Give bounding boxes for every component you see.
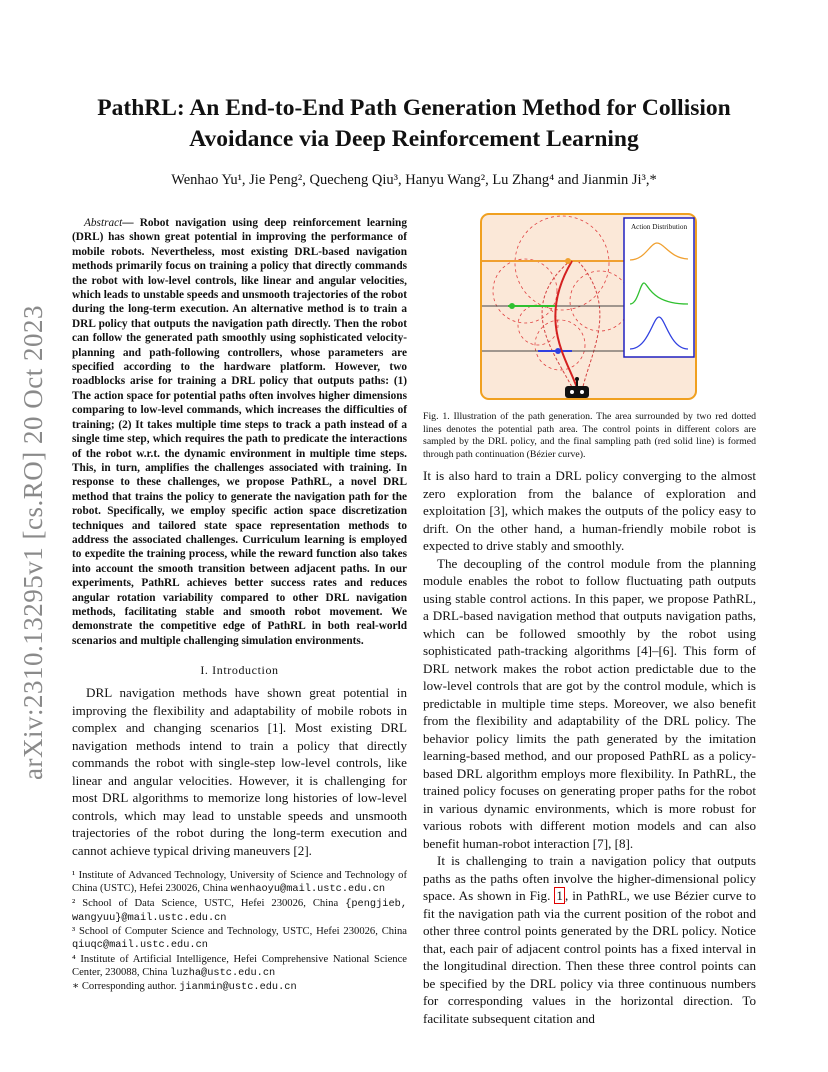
arxiv-identifier: arXiv:2310.13295v1 [cs.RO] 20 Oct 2023 <box>18 305 48 780</box>
figure-reference-link[interactable]: 1 <box>556 888 563 903</box>
right-paragraph-1: It is also hard to train a DRL policy converging to the almost zero exploration from the balance of exploration and exploitation [3], which makes the outputs of the policy easy to drift. On the other hand, a human-friendly mobile robot is expected to drive stably and smoothly. <box>423 468 756 553</box>
footnote-2-email[interactable]: {pengjieb, wangyuu}@mail.ustc.edu.cn <box>72 897 407 924</box>
footnote-5: ∗ Corresponding author. jianmin@ustc.edu.cn <box>72 981 297 994</box>
introduction-paragraph: DRL navigation methods have shown great potential in improving the flexibility and adaptability of mobile robots in complex and changing scenarios [1]. Most existing DRL navigation methods intend to train a policy that directly commands the robot with single-step low-level controls, like linear and angular velocities. However, it is challenging for most DRL algorithms to memorize long histories of low-level controls, which may lead to unstable speeds and unsmooth trajectories of the robot during the long-term execution and cannot achieve typical driving maneuvers [2]. <box>72 685 407 858</box>
footnote-3: ³ School of Computer Science and Technology, USTC, Hefei 230026, China qiuqc@mail.ustc.edu.cn <box>72 926 407 952</box>
paper-authors: Wenhao Yu¹, Jie Peng², Quecheng Qiu³, Hanyu Wang², Lu Zhang⁴ and Jianmin Ji³,* <box>171 172 657 188</box>
abstract-label: Abstract <box>84 217 123 229</box>
legend-title: Action Distribution <box>630 223 688 231</box>
control-point-orange <box>565 258 571 264</box>
section-heading-introduction: I. Introduction <box>200 663 279 678</box>
figure-path-generation <box>480 213 697 400</box>
right-paragraph-2: The decoupling of the control module from the planning module enables the robot to follow fluctuating path outputs using stable control actions. In this paper, we propose PathRL, a DRL-based navigation method that outputs navigation paths, which can be followed smoothly by the robot using sophisticated path-tracking algorithms [4]–[6]. This form of DRL network makes the robot action predictable due to the low-level controls that are got by the control module, which is predictable in multiple time steps. Moreover, we also benefit from the flexibility and adaptability of the DRL policy. The behavior policy limits the path generated by the imitation learning-based method, and our proposed PathRL as a policy-based DRL algorithm employs more flexibility. In PathRL, the trained policy focuses on generating proper paths for the robot in various dynamic environments, which is more robust for various robots with different motion models and can also benefit human-robot interaction [7], [8]. <box>423 555 756 851</box>
footnote-4: ⁴ Institute of Artificial Intelligence, Hefei Comprehensive National Science Center, 230088, China luzha@ustc.edu.cn <box>72 953 407 980</box>
paper-title: PathRL: An End-to-End Path Generation Method for Collision Avoidance via Deep Reinforcement Learning <box>97 95 731 152</box>
right-paragraph-3: It is challenging to train a navigation policy that outputs paths as the paths often involve the higher-dimensional policy space. As shown in Fig. 1 , in PathRL, we use Bézier curve to fit the navigation path via the current position of the robot and other three control points generated by the DRL policy. Notice that, each pair of adjacent control points has a fixed interval in the longitudinal direction. Then these three control points can be specified by the DRL policy via three continuous numbers for corresponding values in the horizontal direction. To facilitate subsequent citation and <box>423 853 756 1026</box>
footnote-1-email[interactable]: wenhaoyu@mail.ustc.edu.cn <box>230 883 386 896</box>
control-point-blue <box>555 348 561 354</box>
left-column <box>72 216 407 859</box>
footnotes <box>72 869 407 995</box>
control-point-green <box>509 303 515 309</box>
footnote-4-email[interactable]: luzha@ustc.edu.cn <box>170 967 276 980</box>
figure-caption: Fig. 1. Illustration of the path generation. The area surrounded by two red dotted lines denotes the potential path area. The control points in different colors are sampled by the DRL policy, and the final sampling path (red solid line) is formed through path continuation (Bézier curve). <box>423 411 756 460</box>
abstract-text: — Robot navigation using deep reinforcement learning (DRL) has shown great potential in improving the performance of mobile robots. Nevertheless, most existing DRL-based navigation methods primarily focus on training a policy that directly commands the robot with low-level controls, like linear and angular velocities, which leads to unstable speeds and unsmooth trajectories of the robot during the long-term execution. An alternative method is to train a DRL policy that outputs the navigation path directly. Then the robot can follow the generated path smoothly using sophisticated velocity-planning and path-following controllers, whose parameters are specified according to the hardware platform. However, two roadblocks arise for training a DRL policy that outputs paths: (1) The action space for potential paths often involves higher dimensions comparing to low-level commands, which increases the difficulties of training; (2) It takes multiple time steps to track a path instead of a single time step, which requires the path to predicate the interactions of the robot w.r.t. the dynamic environment in multiple time steps. This, in turn, amplifies the challenges associated with training. In response to these challenges, we propose PathRL, a novel DRL method that trains the policy to generate the navigation path for the robot. Specifically, we employ specific action space discretization techniques and tailored state space representation methods to address the associated challenges. Curriculum learning is employed to expedite the training process, while the reward function also takes into account the smooth transition between adjacent paths. In our experiments, PathRL achieves better success rates and reduces angular rotation variability compared to other DRL navigation methods, facilitating stable and smooth robot movement. We demonstrate the competitive edge of PathRL in both real-world scenarios and multiple challenging simulation environments. <box>72 217 407 647</box>
action-distribution-legend <box>624 218 694 357</box>
right-column <box>423 467 756 1027</box>
abstract <box>72 216 407 648</box>
path-generation-diagram <box>480 213 697 400</box>
footnote-3-email[interactable]: qiuqc@mail.ustc.edu.cn <box>72 939 208 952</box>
footnote-2: ² School of Data Science, USTC, Hefei 230026, China {pengjieb, wangyuu}@mail.ustc.edu.cn <box>72 897 407 924</box>
footnote-5-email[interactable]: jianmin@ustc.edu.cn <box>179 981 297 994</box>
footnote-1: ¹ Institute of Advanced Technology, University of Science and Technology of China (USTC), Hefei 230026, China wenhaoyu@mail.ustc.edu.cn <box>72 870 407 896</box>
